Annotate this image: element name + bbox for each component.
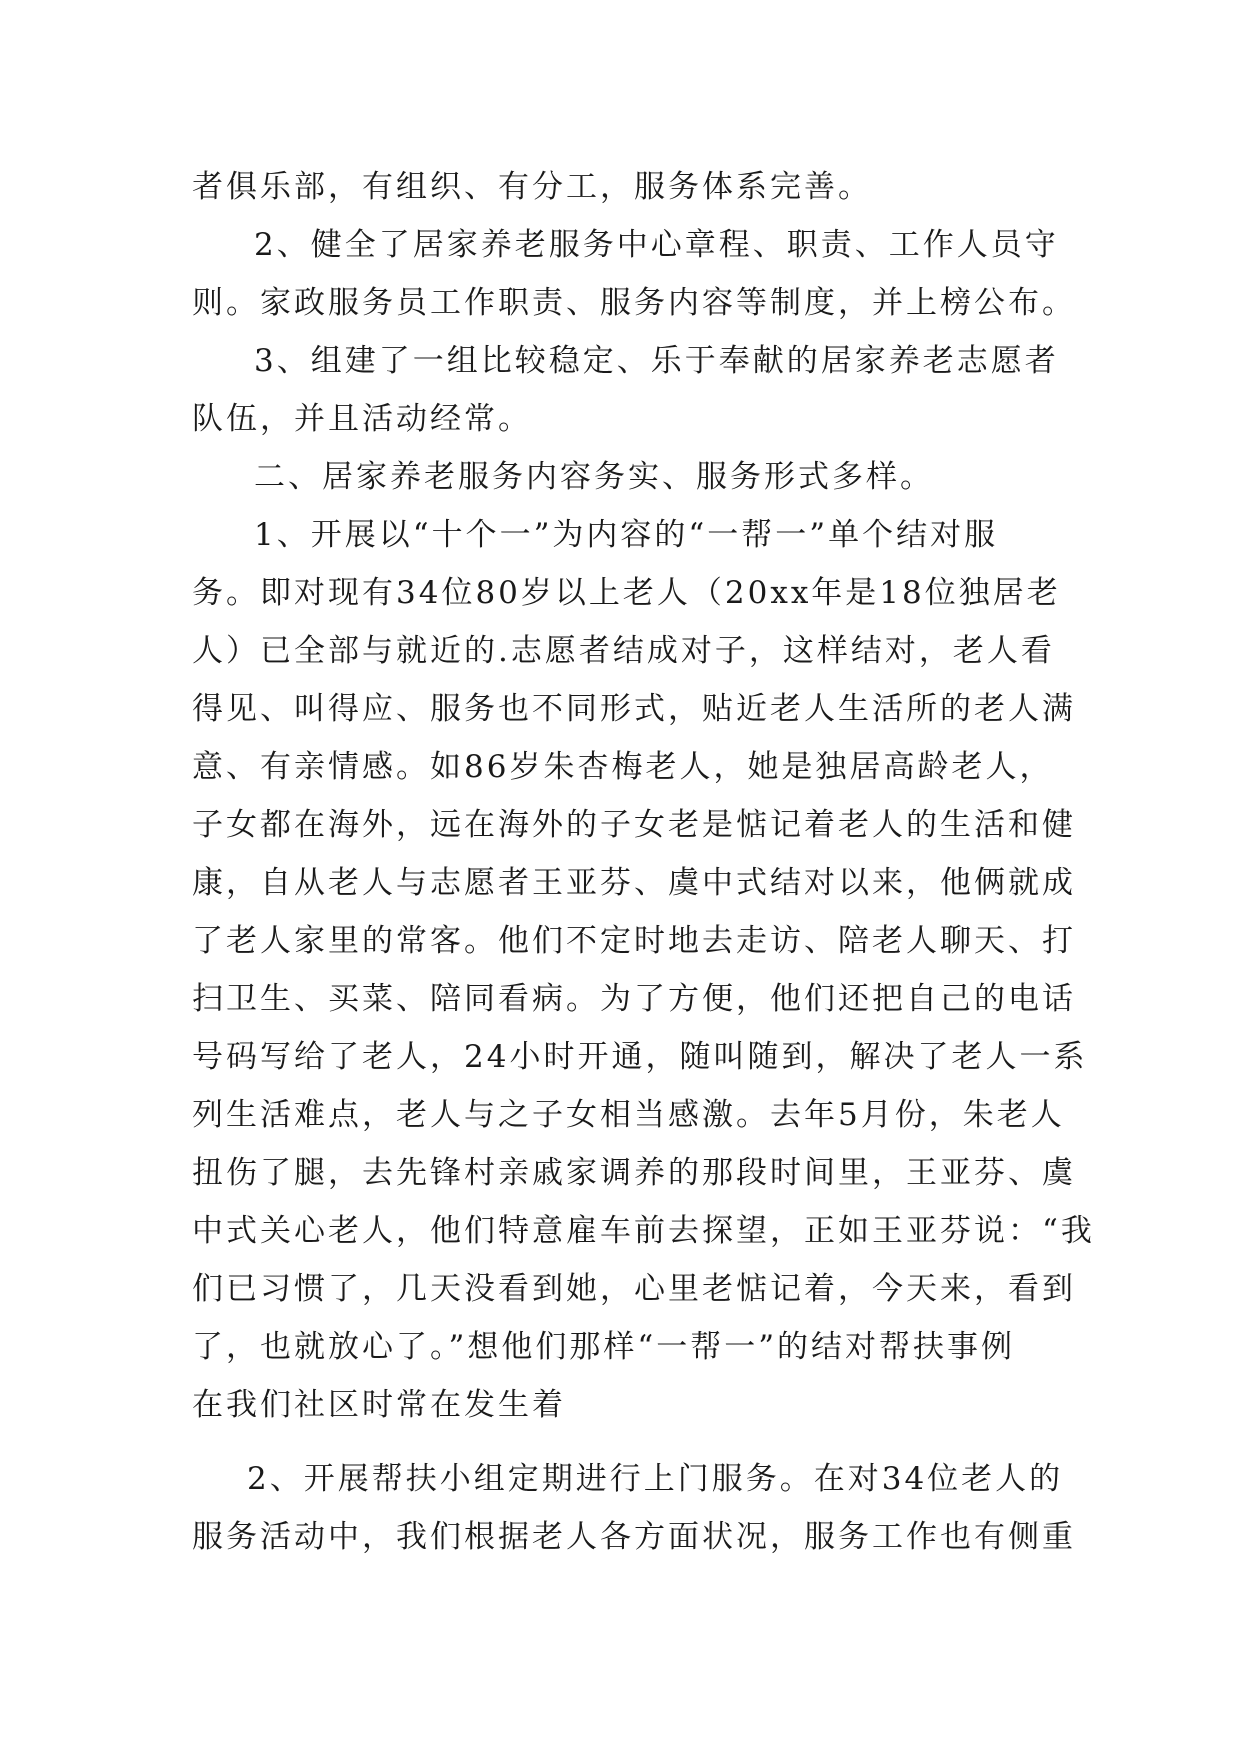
text-line: 列生活难点，老人与之子女相当感激。去年5月份，朱老人 (192, 1097, 1065, 1133)
text-line: 在我们社区时常在发生着 (192, 1387, 566, 1423)
text-line: 号码写给了老人，24小时开通，随叫随到，解决了老人一系 (192, 1039, 1088, 1075)
text-line: 者俱乐部，有组织、有分工，服务体系完善。 (192, 169, 872, 205)
text-line: 们已习惯了，几天没看到她，心里老惦记着，今天来，看到 (192, 1271, 1076, 1307)
text-line: 康，自从老人与志愿者王亚芬、虞中式结对以来，他俩就成 (192, 865, 1076, 901)
text-line: 服务活动中，我们根据老人各方面状况，服务工作也有侧重 (192, 1519, 1076, 1555)
text-line: 扫卫生、买菜、陪同看病。为了方便，他们还把自己的电话 (192, 981, 1076, 1017)
text-line: 2、开展帮扶小组定期进行上门服务。在对34位老人的 (247, 1461, 1064, 1497)
section-heading: 二、居家养老服务内容务实、服务形式多样。 (254, 459, 934, 495)
text-line: 得见、叫得应、服务也不同形式，贴近老人生活所的老人满 (192, 691, 1076, 727)
text-line: 3、组建了一组比较稳定、乐于奉献的居家养老志愿者 (254, 343, 1059, 379)
text-line: 了老人家里的常客。他们不定时地去走访、陪老人聊天、打 (192, 923, 1076, 959)
text-line: 扭伤了腿，去先锋村亲戚家调养的那段时间里，王亚芬、虞 (192, 1155, 1076, 1191)
text-line: 人）已全部与就近的.志愿者结成对子，这样结对，老人看 (192, 633, 1055, 669)
text-line: 队伍，并且活动经常。 (192, 401, 532, 437)
paragraph-gap (192, 1434, 1062, 1450)
text-line: 意、有亲情感。如86岁朱杏梅老人，她是独居高龄老人， (192, 749, 1054, 785)
text-line: 了，也就放心了。”想他们那样“一帮一”的结对帮扶事例 (192, 1329, 1016, 1365)
text-line: 中式关心老人，他们特意雇车前去探望，正如王亚芬说：“我 (192, 1213, 1095, 1249)
text-line: 则。家政服务员工作职责、服务内容等制度，并上榜公布。 (192, 285, 1076, 321)
text-line: 子女都在海外，远在海外的子女老是惦记着老人的生活和健 (192, 807, 1076, 843)
text-line: 务。即对现有34位80岁以上老人（20xx年是18位独居老 (192, 575, 1061, 611)
text-line: 2、健全了居家养老服务中心章程、职责、工作人员守 (254, 227, 1059, 263)
body-text (192, 158, 1095, 1566)
text-line: 1、开展以“十个一”为内容的“一帮一”单个结对服 (254, 517, 999, 553)
